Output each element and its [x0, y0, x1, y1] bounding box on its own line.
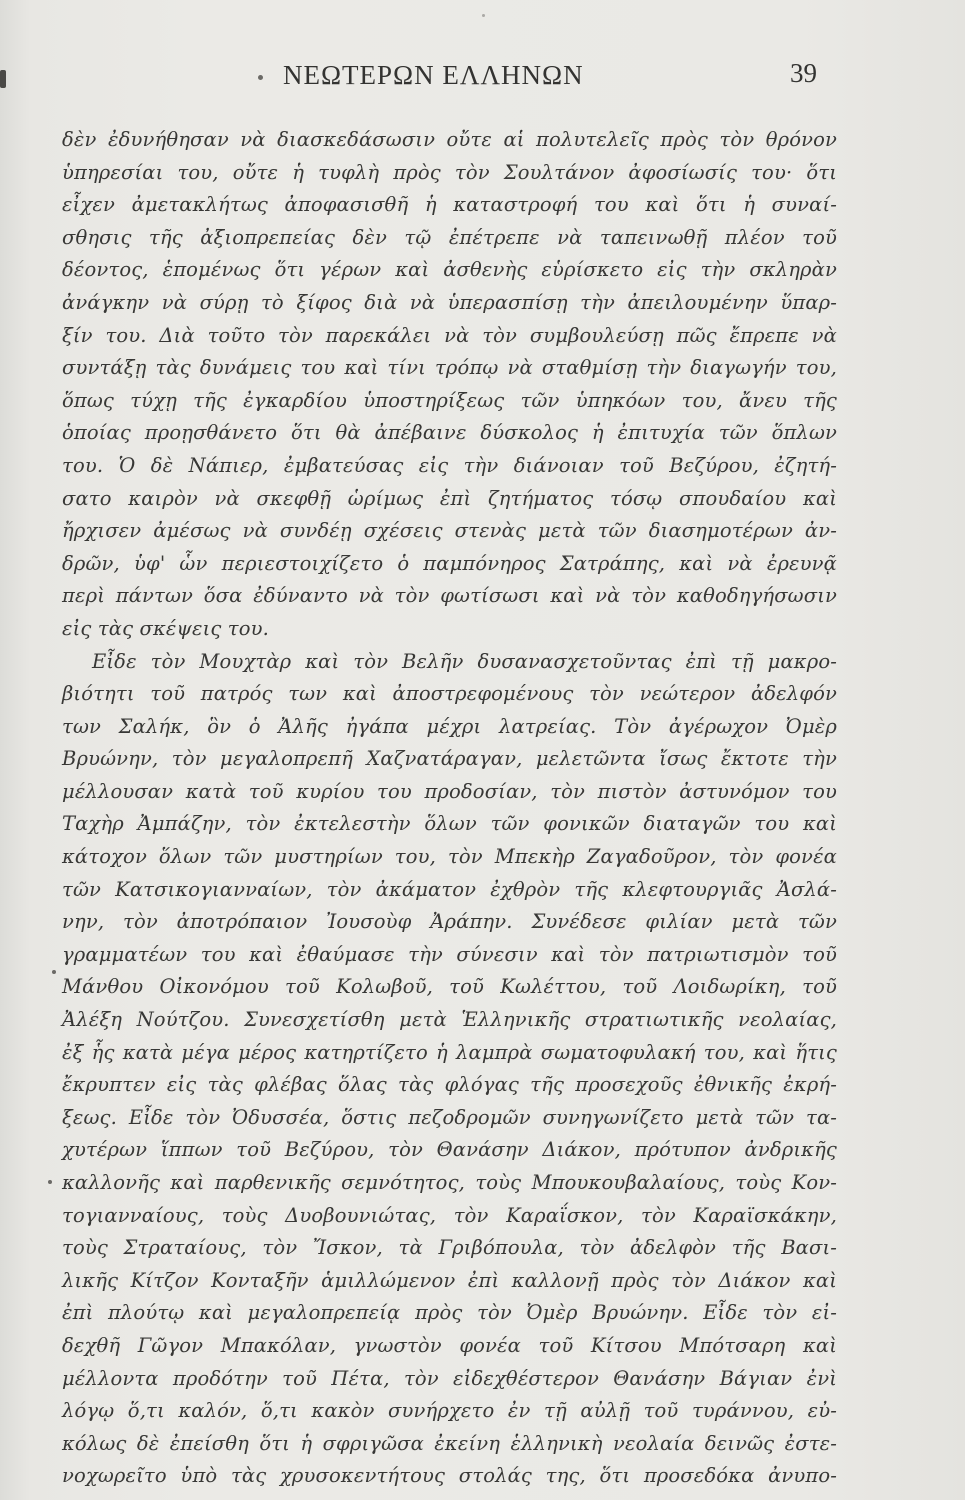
- text-line: σατο καιρὸν νὰ σκεφθῇ ὡρίμως ἐπὶ ζητήματος τόσῳ σπουδαίου καὶ: [62, 486, 837, 510]
- text-line: ὑπηρεσίαι του, οὔτε ἡ τυφλὴ πρὸς τὸν Σουλτάνον ἀφοσίωσίς του· ὅτι: [62, 160, 837, 184]
- text-line: των Σαλήκ, ὃν ὁ Ἀλῆς ἠγάπα μέχρι λατρείας. Τὸν ἀγέρωχον Ὀμὲρ: [62, 714, 837, 738]
- text-line: κόλως δὲ ἐπείσθη ὅτι ἡ σφριγῶσα ἐκείνη ἑλληνικὴ νεολαία δεινῶς ἐστε-: [62, 1431, 837, 1455]
- text-line: τῶν Κατσικογιανναίων, τὸν ἀκάματον ἐχθρὸν τῆς κλεφτουργιᾶς Ἀσλά-: [62, 877, 837, 901]
- text-line: ἀνάγκην νὰ σύρῃ τὸ ξίφος διὰ νὰ ὑπερασπίσῃ τὴν ἀπειλουμένην ὕπαρ-: [62, 290, 837, 314]
- text-line: ἤρχισεν ἀμέσως νὰ συνδέῃ σχέσεις στενὰς μετὰ τῶν διασημοτέρων ἀν-: [62, 519, 837, 543]
- text-line: ὅπως τύχῃ τῆς ἐγκαρδίου ὑποστηρίξεως τῶν ὑπηκόων του, ἄνευ τῆς: [62, 388, 837, 412]
- paragraph-start-line: Εἶδε τὸν Μουχτὰρ καὶ τὸν Βελῆν δυσανασχετοῦντας ἐπὶ τῇ μακρο-: [92, 649, 837, 673]
- text-line: γραμματέων του καὶ ἐθαύμασε τὴν σύνεσιν καὶ τὸν πατριωτισμὸν τοῦ: [62, 942, 837, 966]
- text-line: ἐπὶ πλούτῳ καὶ μεγαλοπρεπείᾳ πρὸς τὸν Ὀμὲρ Βρυώνην. Εἶδε τὸν εἰ-: [62, 1301, 837, 1325]
- text-line: νοχωρεῖτο ὑπὸ τὰς χρυσοκεντήτους στολάς της, ὅτι προσεδόκα ἀνυπο-: [62, 1464, 837, 1488]
- text-line: τογιανναίους, τοὺς Δυοβουνιώτας, τὸν Καραΐσκον, τὸν Καραϊσκάκην,: [62, 1203, 837, 1227]
- text-line: λόγῳ ὅ,τι καλόν, ὅ,τι κακὸν συνήρχετο ἐν τῇ αὐλῇ τοῦ τυράννου, εὐ-: [62, 1399, 837, 1423]
- text-line: νην, τὸν ἀποτρόπαιον Ἰουσοὺφ Ἀράπην. Συνέδεσε φιλίαν μετὰ τῶν: [62, 910, 837, 934]
- text-line: δρῶν, ὑφ' ὧν περιεστοιχίζετο ὁ παμπόνηρος Σατράπης, καὶ νὰ ἐρευνᾷ: [62, 551, 837, 575]
- ink-speck: [52, 970, 56, 974]
- text-line: σθησις τῆς ἀξιοπρεπείας δὲν τῷ ἐπέτρεπε νὰ ταπεινωθῇ πλέον τοῦ: [62, 225, 837, 249]
- text-line: ὁποίας προῃσθάνετο ὅτι θὰ ἀπέβαινε δύσκολος ἡ ἐπιτυχία τῶν ὅπλων: [62, 421, 837, 445]
- running-head-title: ΝΕΩΤΕΡΩΝ ΕΛΛΗΝΩΝ: [283, 60, 584, 90]
- text-line: ἐξ ἧς κατὰ μέγα μέρος κατηρτίζετο ἡ λαμπρὰ σωματοφυλακή του, καὶ ἥτις: [62, 1040, 837, 1064]
- text-line: Βρυώνην, τὸν μεγαλοπρεπῆ Χαζνατάραγαν, μελετῶντα ἴσως ἔκτοτε τὴν: [62, 747, 837, 771]
- text-line: συντάξῃ τὰς δυνάμεις του καὶ τίνι τρόπῳ νὰ σταθμίσῃ τὴν διαγωγήν του,: [62, 356, 837, 380]
- page-number: 39: [790, 58, 817, 88]
- ink-speck: [48, 1180, 52, 1184]
- text-line: δὲν ἐδυνήθησαν νὰ διασκεδάσωσιν οὔτε αἱ πολυτελεῖς πρὸς τὸν θρόνον: [62, 128, 837, 151]
- text-line: Μάνθου Οἰκονόμου τοῦ Κολωβοῦ, τοῦ Κωλέττου, τοῦ Λοιδωρίκη, τοῦ: [62, 975, 837, 999]
- paragraph-end-line: εἰς τὰς σκέψεις του.: [62, 616, 269, 640]
- body-text: [62, 124, 837, 1493]
- text-line: μέλλοντα προδότην τοῦ Πέτα, τὸν εἰδεχθέστερον Θανάσην Βάγιαν ἐνὶ: [62, 1366, 837, 1390]
- running-head: [0, 58, 965, 98]
- text-line: λικῆς Κίτζον Κονταξῆν ἁμιλλώμενον ἐπὶ καλλονῇ πρὸς τὸν Διάκον καὶ: [62, 1268, 837, 1292]
- text-line: μέλλουσαν κατὰ τοῦ κυρίου του προδοσίαν, τὸν πιστὸν ἀστυνόμον του: [62, 779, 837, 803]
- text-line: καλλονῆς καὶ παρθενικῆς σεμνότητος, τοὺς Μπουκουβαλαίους, τοὺς Κον-: [62, 1171, 837, 1194]
- text-line: χυτέρων ἵππων τοῦ Βεζύρου, τὸν Θανάσην Διάκον, πρότυπον ἀνδρικῆς: [62, 1138, 837, 1162]
- text-line: δέοντος, ἑπομένως ὅτι γέρων καὶ ἀσθενὴς εὑρίσκετο εἰς τὴν σκληρὰν: [62, 258, 837, 282]
- text-line: Ταχὴρ Ἀμπάζην, τὸν ἐκτελεστὴν ὅλων τῶν φονικῶν διαταγῶν του καὶ: [62, 812, 837, 836]
- text-line: κάτοχον ὅλων τῶν μυστηρίων του, τὸν Μπεκὴρ Ζαγαδοῦρον, τὸν φονέα: [62, 845, 837, 869]
- text-line: περὶ πάντων ὅσα ἐδύναντο νὰ τὸν φωτίσωσι καὶ νὰ τὸν καθοδηγήσωσιν: [62, 584, 837, 608]
- text-line: ξεως. Εἶδε τὸν Ὀδυσσέα, ὅστις πεζοδρομῶν συνηγωνίζετο μετὰ τῶν τα-: [62, 1105, 837, 1129]
- text-line: δεχθῆ Γῶγον Μπακόλαν, γνωστὸν φονέα τοῦ Κίτσου Μπότσαρη καὶ: [62, 1333, 837, 1357]
- text-line: ξίν του. Διὰ τοῦτο τὸν παρεκάλει νὰ τὸν συμβουλεύσῃ πῶς ἔπρεπε νὰ: [62, 323, 837, 347]
- ink-speck: [482, 14, 485, 17]
- text-line: τοὺς Στραταίους, τὸν Ἴσκον, τὰ Γριβόπουλα, τὸν ἀδελφὸν τῆς Βασι-: [62, 1236, 837, 1260]
- text-line: βιότητι τοῦ πατρός των καὶ ἀποστρεφομένους τὸν νεώτερον ἀδελφόν: [62, 682, 837, 706]
- text-line: ἔκρυπτεν εἰς τὰς φλέβας ὅλας τὰς φλόγας τῆς προσεχοῦς ἐθνικῆς ἐκρή-: [62, 1073, 837, 1097]
- text-line: Ἀλέξη Νούτζου. Συνεσχετίσθη μετὰ Ἑλληνικῆς στρατιωτικῆς νεολαίας,: [62, 1008, 837, 1032]
- text-line: του. Ὁ δὲ Νάπιερ, ἐμβατεύσας εἰς τὴν διάνοιαν τοῦ Βεζύρου, ἐζητή-: [62, 453, 837, 477]
- text-line: εἶχεν ἀμετακλήτως ἀποφασισθῆ ἡ καταστροφή του καὶ ὅτι ἡ συναί-: [62, 193, 837, 217]
